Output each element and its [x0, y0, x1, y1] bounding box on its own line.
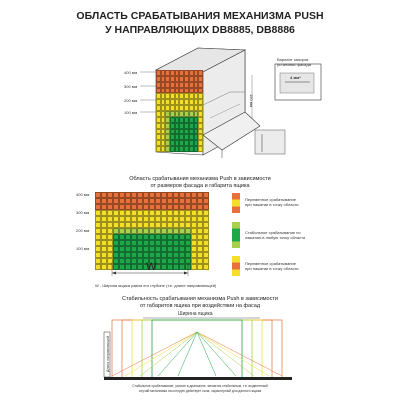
bottom-caption-line-2: от габаритов ящика при воздействии на фасад — [139, 303, 261, 309]
drawer-width-label: Ширина ящика — [178, 311, 213, 317]
legend-text-stable: Стабильное срабатывание по нажатию в любую точку области — [245, 230, 306, 240]
inset-caption: Вариант зазоров установки фасада — [277, 57, 311, 67]
title-line-1: ОБЛАСТЬ СРАБАТЫВАНИЯ МЕХАНИЗМА PUSH — [76, 10, 324, 22]
mid-level-200: 200 мм — [76, 228, 90, 233]
mid-level-100: 100 мм — [76, 246, 90, 251]
width-label: W — [146, 261, 157, 273]
top-level-200: 200 мм — [124, 98, 138, 103]
mid-level-400: 400 мм — [76, 192, 90, 197]
middle-caption-line-2: от размеров фасада и габарита ящика — [150, 183, 250, 189]
bottom-note-line-2: случай механизма на которую действует сила, характерный для данного ящика — [138, 388, 262, 393]
bottom-caption-line-1: Стабильность срабатывания механизма Push в зависимости — [122, 296, 278, 302]
top-level-100: 100 мм — [124, 110, 138, 115]
middle-caption-line-1: Область срабатывания механизма Push в зависимости — [129, 176, 271, 182]
bottom-note-line-1: Стабильное срабатывание, усилие в диапазоне, является стабильным, т.е. выделенный — [132, 384, 268, 388]
legend-text-variable-top: Переменное срабатывание при нажатии в точку области — [245, 197, 299, 207]
mid-level-300: 300 мм — [76, 210, 90, 215]
inset-gap-label: 4 мм* — [290, 75, 301, 80]
top-height-label: 150 мм — [249, 94, 254, 108]
top-level-400: 400 мм — [124, 70, 138, 75]
top-level-300: 300 мм — [124, 84, 138, 89]
bottom-note — [0, 384, 400, 393]
guide-length-label: Длина направляющей — [106, 336, 110, 372]
title-line-2: У НАПРАВЛЯЮЩИХ DB8885, DB8886 — [105, 24, 295, 36]
width-note: W - Ширина ящика равна его глубине (т.е. длине направляющей) — [95, 283, 217, 288]
legend-text-variable-bottom: Переменное срабатывание при нажатии в точку области — [245, 261, 299, 271]
